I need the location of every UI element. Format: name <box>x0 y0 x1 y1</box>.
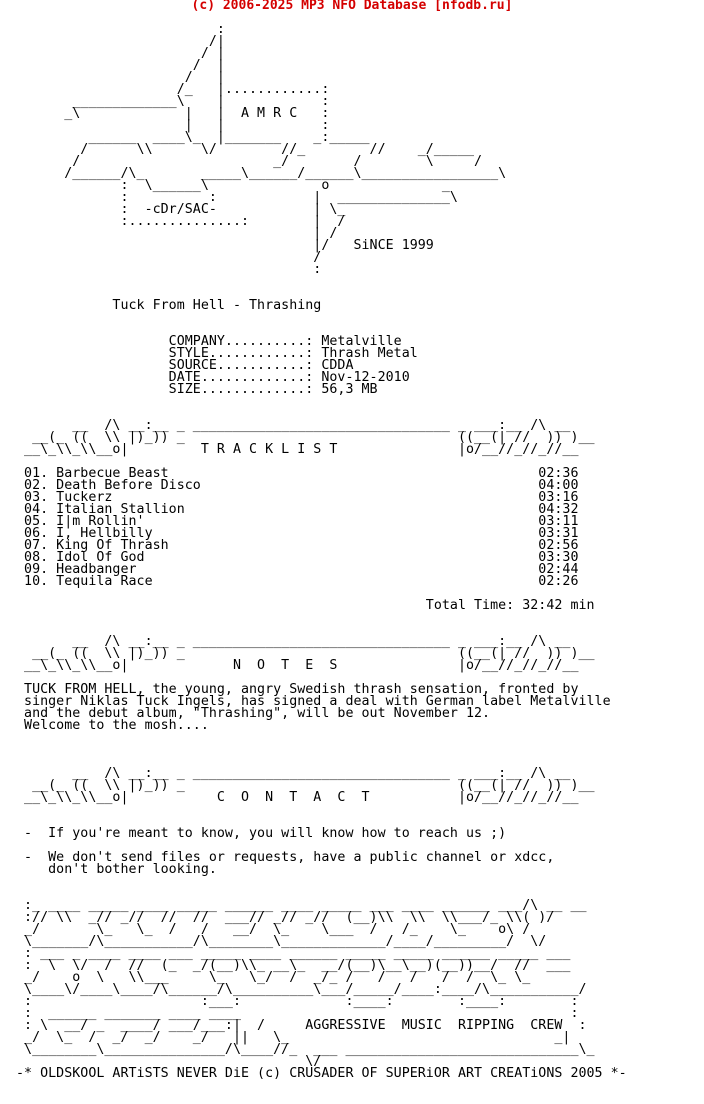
copyright-header: (c) 2006-2025 MP3 NFO Database [nfodb.ru] <box>191 0 513 13</box>
nfo-ascii-text: : /| / | / | / | /_ |............: _____________\ | : _\ | | A M R C : | | : ______ ____\_ |_______ _:_____ / \\ \/ //_ // _/_____ / _/ / \ / /______/\_ _____\______/______\_________________\ : \______\ o _ : : | ______________\ : -cDr/SAC- | \_ :..............: | / | / |/ SiNCE 1999 / : Tuck From Hell - Thrashing COMPANY..........: Metalville STYLE............: Thrash Metal SOURCE...........: CDDA DATE.............: Nov-12-2010 SIZE.............: 56,3 MB __ /\ __:__ _ ________________________________ _ ___:__ /\ __ __(_ (( \\ |)_)) _ ((__(| // )) )__ __\_\\_\\__o| T R A C K L I S T |o/__//_//_//__ 01. Barbecue Beast 02:36 02. Death Before Disco 04:00 03. Tuckerz 03:16 04. Italian Stallion 04:32 05. I|m Rollin' 03:11 06. I, Hellbilly 03:31 07. King Of Thrash 02:56 08. Idol Of God 03:30 09. Headbanger 02:44 10. Tequila Race 02:26 Total Time: 32:42 min __ /\ __:__ _ ________________________________ _ ___:__ /\ __ __(_ (( \\ |)_)) _ ((__(| // )) )__ __\_\\_\\__o| N O T E S |o/__//_//_//__ TUCK FROM HELL, the young, angry Swedish thrash sensation, fronted by singer Niklas Tuck Ingels, has signed a deal with German label Metalville and the debut album, "Thrashing", will be out November 12. Welcome to the mosh.... __ /\ __:__ _ ________________________________ _ ___:__ /\ __ __(_ (( \\ |)_)) _ ((__(| // )) )__ __\_\\_\\__o| C O N T A C T |o/__//_//_//__ - If you're meant to know, you will know how to reach us ;) - We don't send files or requests, have a public channel or xdcc, don't bother looking. :_ ____ _____ ____ _____ ______ ____ _____ ___ ____ ______ ___/\ __ __ :// \\ _// _// // // ___// _// _// (__)\\ \\ \\___/_ \\( )/ _/ \_ \_ / / __/ \_ \___ / /_ \_ o\ / \_______/\___________/\________\_____________/____/_________/ \/ : ___ _ ____ ____ ___ _____ ____ ______ _____ _____ ______ _____ ___ : \ \/ / // (_ _/(__)\\_ __\_ __/(__)\__\__)(__))__/ // ___ _/ o \ \\___ \_ \_/ / _/_ / / / / / \_ \_ \____\/____\____/\______/\__________\___/_____/____:____/\___________/ : :___: :____: :____: : : ______ _______ ____ ____ : : \ __/ _ ____/ ___/___:| / AGGRESSIVE MUSIC RIPPING CREW : _/ \_ / _/ _/ _/ || \_ _| \________\_______________/\____//_ ___ _____________________________\_ \/ -* OLDSKOOL ARTiSTS NEVER DiE (c) CRUSADER OF SUPERiOR ART CREATiONS 2005 *- <box>16 22 627 1081</box>
